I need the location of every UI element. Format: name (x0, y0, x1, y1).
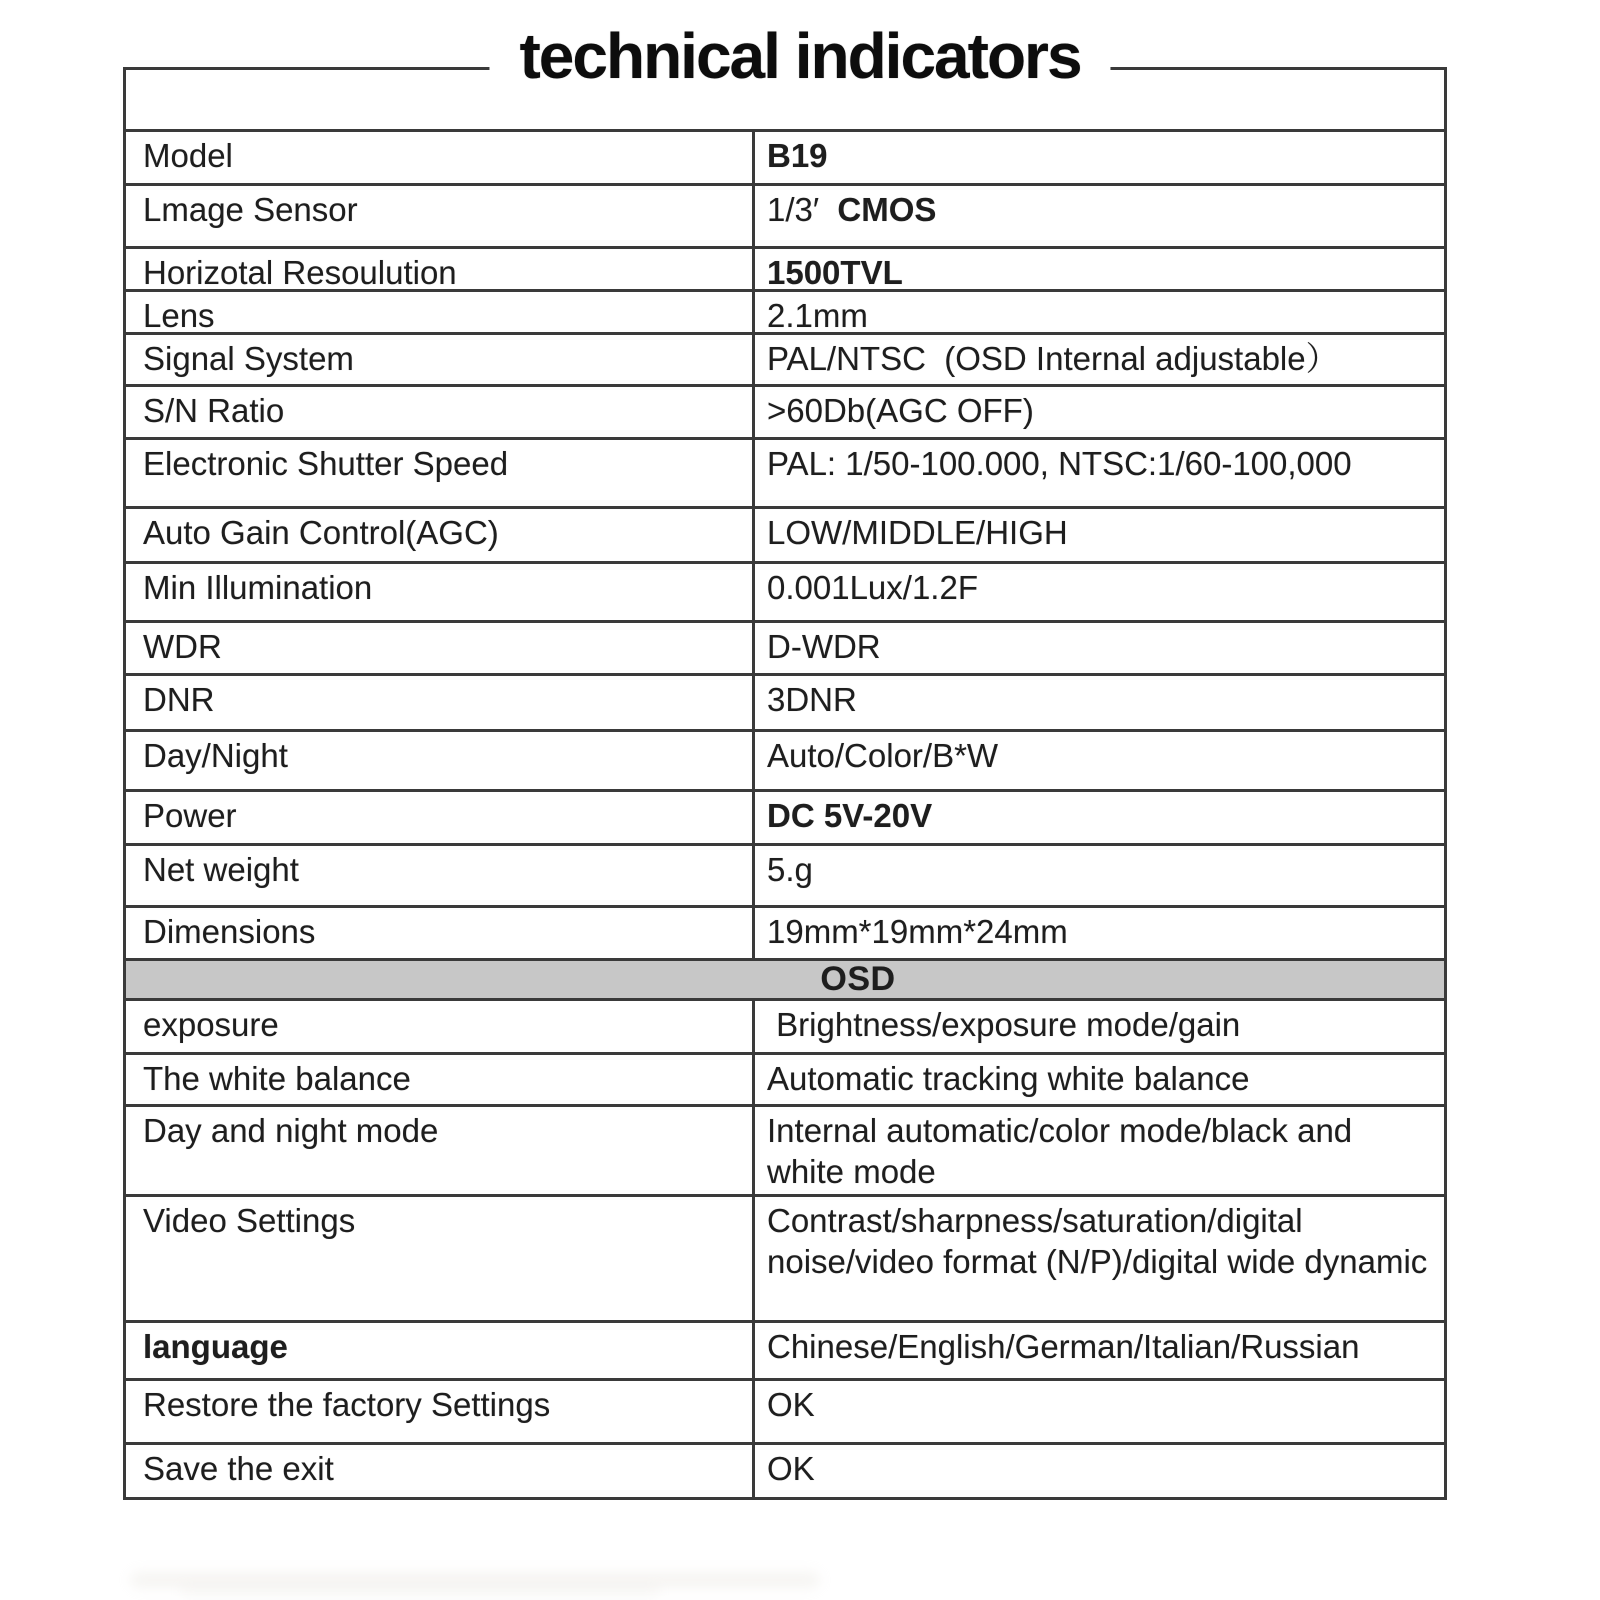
row-value (755, 564, 1444, 620)
row-label: Save the exit (126, 1445, 755, 1497)
row-label: S/N Ratio (126, 387, 755, 437)
row-label: Restore the factory Settings (126, 1381, 755, 1442)
value-segment: Contrast/sharpness/saturation/digital noise/video format (N/P)/digital wide dynamic (767, 1202, 1428, 1280)
value-segment: B19 (767, 137, 828, 174)
spec-table (123, 67, 1447, 1500)
row-value (755, 1055, 1444, 1104)
row-value (755, 792, 1444, 843)
table-row (126, 384, 1444, 437)
page-title: technical indicators (489, 20, 1110, 94)
value-segment: >60Db(AGC OFF) (767, 392, 1034, 429)
value-segment: 5.g (767, 851, 813, 888)
row-value (755, 1107, 1444, 1194)
row-value (755, 1197, 1444, 1320)
row-value (755, 440, 1444, 506)
table-row (126, 1104, 1444, 1194)
value-segment: OK (767, 1386, 815, 1423)
value-segment: PAL/NTSC (OSD Internal adjustable） (767, 340, 1339, 377)
row-label: Model (126, 132, 755, 183)
value-segment: 2.1mm (767, 297, 868, 332)
table-row (126, 843, 1444, 905)
row-label: language (126, 1323, 755, 1378)
value-segment: Automatic tracking white balance (767, 1060, 1250, 1097)
table-row (126, 1194, 1444, 1320)
row-value (755, 1381, 1444, 1442)
table-row (126, 246, 1444, 289)
row-label: Electronic Shutter Speed (126, 440, 755, 506)
table-row (126, 289, 1444, 332)
table-row (126, 129, 1444, 183)
value-segment: 3DNR (767, 681, 857, 718)
row-label: Video Settings (126, 1197, 755, 1320)
osd-section-header (126, 958, 1444, 998)
row-value (755, 509, 1444, 561)
table-row (126, 332, 1444, 384)
row-label: Dimensions (126, 908, 755, 958)
table-row (126, 1320, 1444, 1378)
row-value (755, 249, 1444, 289)
table-row (126, 905, 1444, 958)
row-label: Day/Night (126, 732, 755, 789)
value-segment: Auto/Color/B*W (767, 737, 999, 774)
spec-rows-group (126, 129, 1444, 958)
value-segment: OK (767, 1450, 815, 1487)
row-value (755, 676, 1444, 729)
row-value (755, 1323, 1444, 1378)
osd-rows-group (126, 998, 1444, 1497)
row-label: Signal System (126, 335, 755, 384)
value-segment: Brightness/exposure mode/gain (767, 1006, 1241, 1043)
row-label: Net weight (126, 846, 755, 905)
row-value (755, 186, 1444, 246)
row-label: Lens (126, 292, 755, 332)
table-row (126, 183, 1444, 246)
row-label: Lmage Sensor (126, 186, 755, 246)
table-row (126, 506, 1444, 561)
row-value (755, 132, 1444, 183)
osd-section-label: OSD (820, 960, 896, 998)
row-value (755, 387, 1444, 437)
row-value (755, 846, 1444, 905)
row-value (755, 732, 1444, 789)
row-value (755, 1445, 1444, 1497)
value-segment: 0.001Lux/1.2F (767, 569, 978, 606)
row-value (755, 623, 1444, 673)
value-segment: CMOS (837, 191, 937, 228)
row-value (755, 1001, 1444, 1052)
row-value (755, 908, 1444, 958)
value-segment: 19mm*19mm*24mm (767, 913, 1068, 950)
row-label: The white balance (126, 1055, 755, 1104)
table-row (126, 998, 1444, 1052)
value-segment: D-WDR (767, 628, 881, 665)
scan-smudge (180, 1586, 660, 1596)
value-segment: PAL: 1/50-100.000, NTSC:1/60-100,000 (767, 445, 1352, 482)
value-segment: 1500TVL (767, 254, 903, 289)
table-row (126, 673, 1444, 729)
table-row (126, 729, 1444, 789)
value-segment: 1/3′ (767, 191, 838, 228)
row-value (755, 335, 1444, 384)
table-row (126, 789, 1444, 843)
value-segment: DC 5V-20V (767, 797, 933, 834)
value-segment: Internal automatic/color mode/black and white mode (767, 1112, 1362, 1190)
table-row (126, 620, 1444, 673)
row-label: Day and night mode (126, 1107, 755, 1194)
row-label: Power (126, 792, 755, 843)
row-value (755, 292, 1444, 332)
table-row (126, 1052, 1444, 1104)
table-row (126, 1442, 1444, 1497)
value-segment: LOW/MIDDLE/HIGH (767, 514, 1068, 551)
row-label: DNR (126, 676, 755, 729)
table-row (126, 1378, 1444, 1442)
row-label: Min Illumination (126, 564, 755, 620)
table-row (126, 437, 1444, 506)
row-label: Horizotal Resoulution (126, 249, 755, 289)
table-row (126, 561, 1444, 620)
value-segment: Chinese/English/German/Italian/Russian (767, 1328, 1360, 1365)
row-label: WDR (126, 623, 755, 673)
row-label: Auto Gain Control(AGC) (126, 509, 755, 561)
row-label: exposure (126, 1001, 755, 1052)
